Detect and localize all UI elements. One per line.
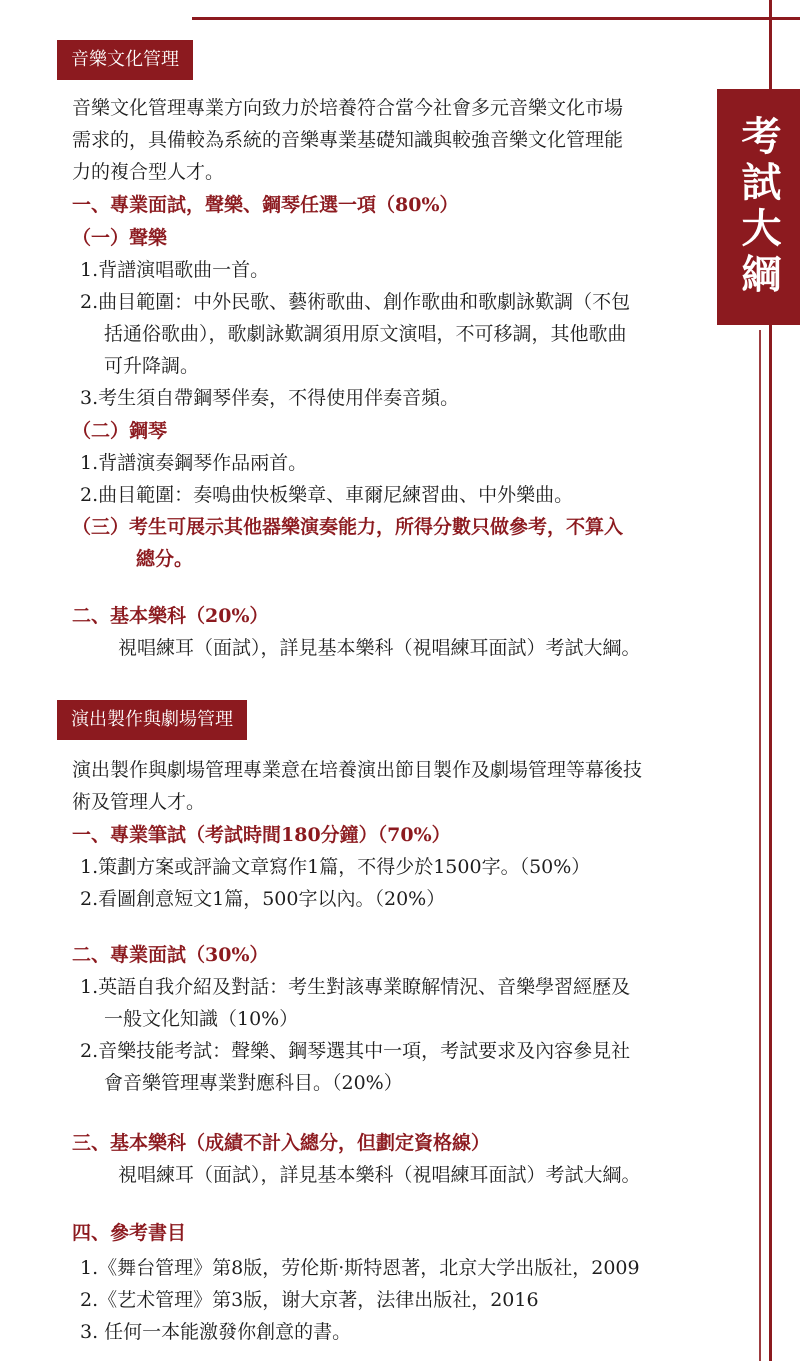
list-item-cont: 會音樂管理專業對應科目。（20%）	[104, 1072, 403, 1094]
intro-line: 需求的，具備較為系統的音樂專業基礎知識與較強音樂文化管理能	[72, 129, 624, 151]
reference-item: 2.《艺术管理》第3版，谢大京著，法律出版社，2016	[80, 1289, 539, 1311]
section-tag-music-management: 音樂文化管理	[57, 40, 193, 80]
heading-interview: 二、專業面試（30%）	[72, 944, 269, 966]
intro-line: 音樂文化管理專業方向致力於培養符合當今社會多元音樂文化市場	[72, 97, 624, 119]
intro-line: 力的複合型人才。	[72, 161, 225, 183]
top-rule	[192, 17, 800, 20]
side-title: 考試大綱	[735, 115, 782, 299]
list-item-cont: 括通俗歌曲），歌劇詠歎調須用原文演唱，不可移調，其他歌曲	[104, 323, 627, 345]
intro-line: 演出製作與劇場管理專業意在培養演出節目製作及劇場管理等幕後技	[72, 759, 643, 781]
list-item-cont: 可升降調。	[104, 355, 200, 377]
reference-item: 3. 任何一本能激發你創意的書。	[80, 1321, 352, 1343]
subheading-other-cont: 總分。	[136, 548, 194, 570]
list-item: 2.看圖創意短文1篇，500字以內。（20%）	[80, 888, 446, 910]
list-item: 3.考生須自帶鋼琴伴奏，不得使用伴奏音頻。	[80, 387, 460, 409]
list-item: 1.策劃方案或評論文章寫作1篇，不得少於1500字。（50%）	[80, 856, 591, 878]
intro-line: 術及管理人才。	[72, 791, 206, 813]
heading-basic-music: 三、基本樂科（成績不計入總分，但劃定資格線）	[72, 1132, 491, 1154]
reference-item: 1.《舞台管理》第8版，劳伦斯·斯特恩著，北京大学出版社，2009	[80, 1257, 640, 1279]
list-item: 1.背譜演奏鋼琴作品兩首。	[80, 452, 308, 474]
heading-written-exam: 一、專業筆試（考試時間180分鐘）（70%）	[72, 824, 451, 846]
heading-references: 四、參考書目	[72, 1222, 187, 1244]
list-item: 2.曲目範圍：奏鳴曲快板樂章、車爾尼練習曲、中外樂曲。	[80, 484, 574, 506]
list-item: 1.英語自我介紹及對話：考生對該專業瞭解情況、音樂學習經歷及	[80, 976, 631, 998]
heading-basic-music: 二、基本樂科（20%）	[72, 605, 269, 627]
side-title-banner	[717, 89, 800, 325]
subheading-piano: （二）鋼琴	[72, 420, 168, 442]
list-item: 1.背譜演唱歌曲一首。	[80, 259, 270, 281]
basic-music-text: 視唱練耳（面試），詳見基本樂科（視唱練耳面試）考試大綱。	[118, 1164, 641, 1186]
heading-interview: 一、專業面試，聲樂、鋼琴任選一項（80%）	[72, 194, 459, 216]
right-vertical-rule-inner	[759, 330, 761, 1361]
list-item: 2.音樂技能考試：聲樂、鋼琴選其中一項，考試要求及內容參見社	[80, 1040, 631, 1062]
list-item-cont: 一般文化知識（10%）	[104, 1008, 299, 1030]
basic-music-text: 視唱練耳（面試），詳見基本樂科（視唱練耳面試）考試大綱。	[118, 637, 641, 659]
subheading-vocal: （一）聲樂	[72, 227, 168, 249]
subheading-other: （三）考生可展示其他器樂演奏能力，所得分數只做參考，不算入	[72, 516, 624, 538]
list-item: 2.曲目範圍：中外民歌、藝術歌曲、創作歌曲和歌劇詠歎調（不包	[80, 291, 631, 313]
section-tag-production: 演出製作與劇場管理	[57, 700, 247, 740]
